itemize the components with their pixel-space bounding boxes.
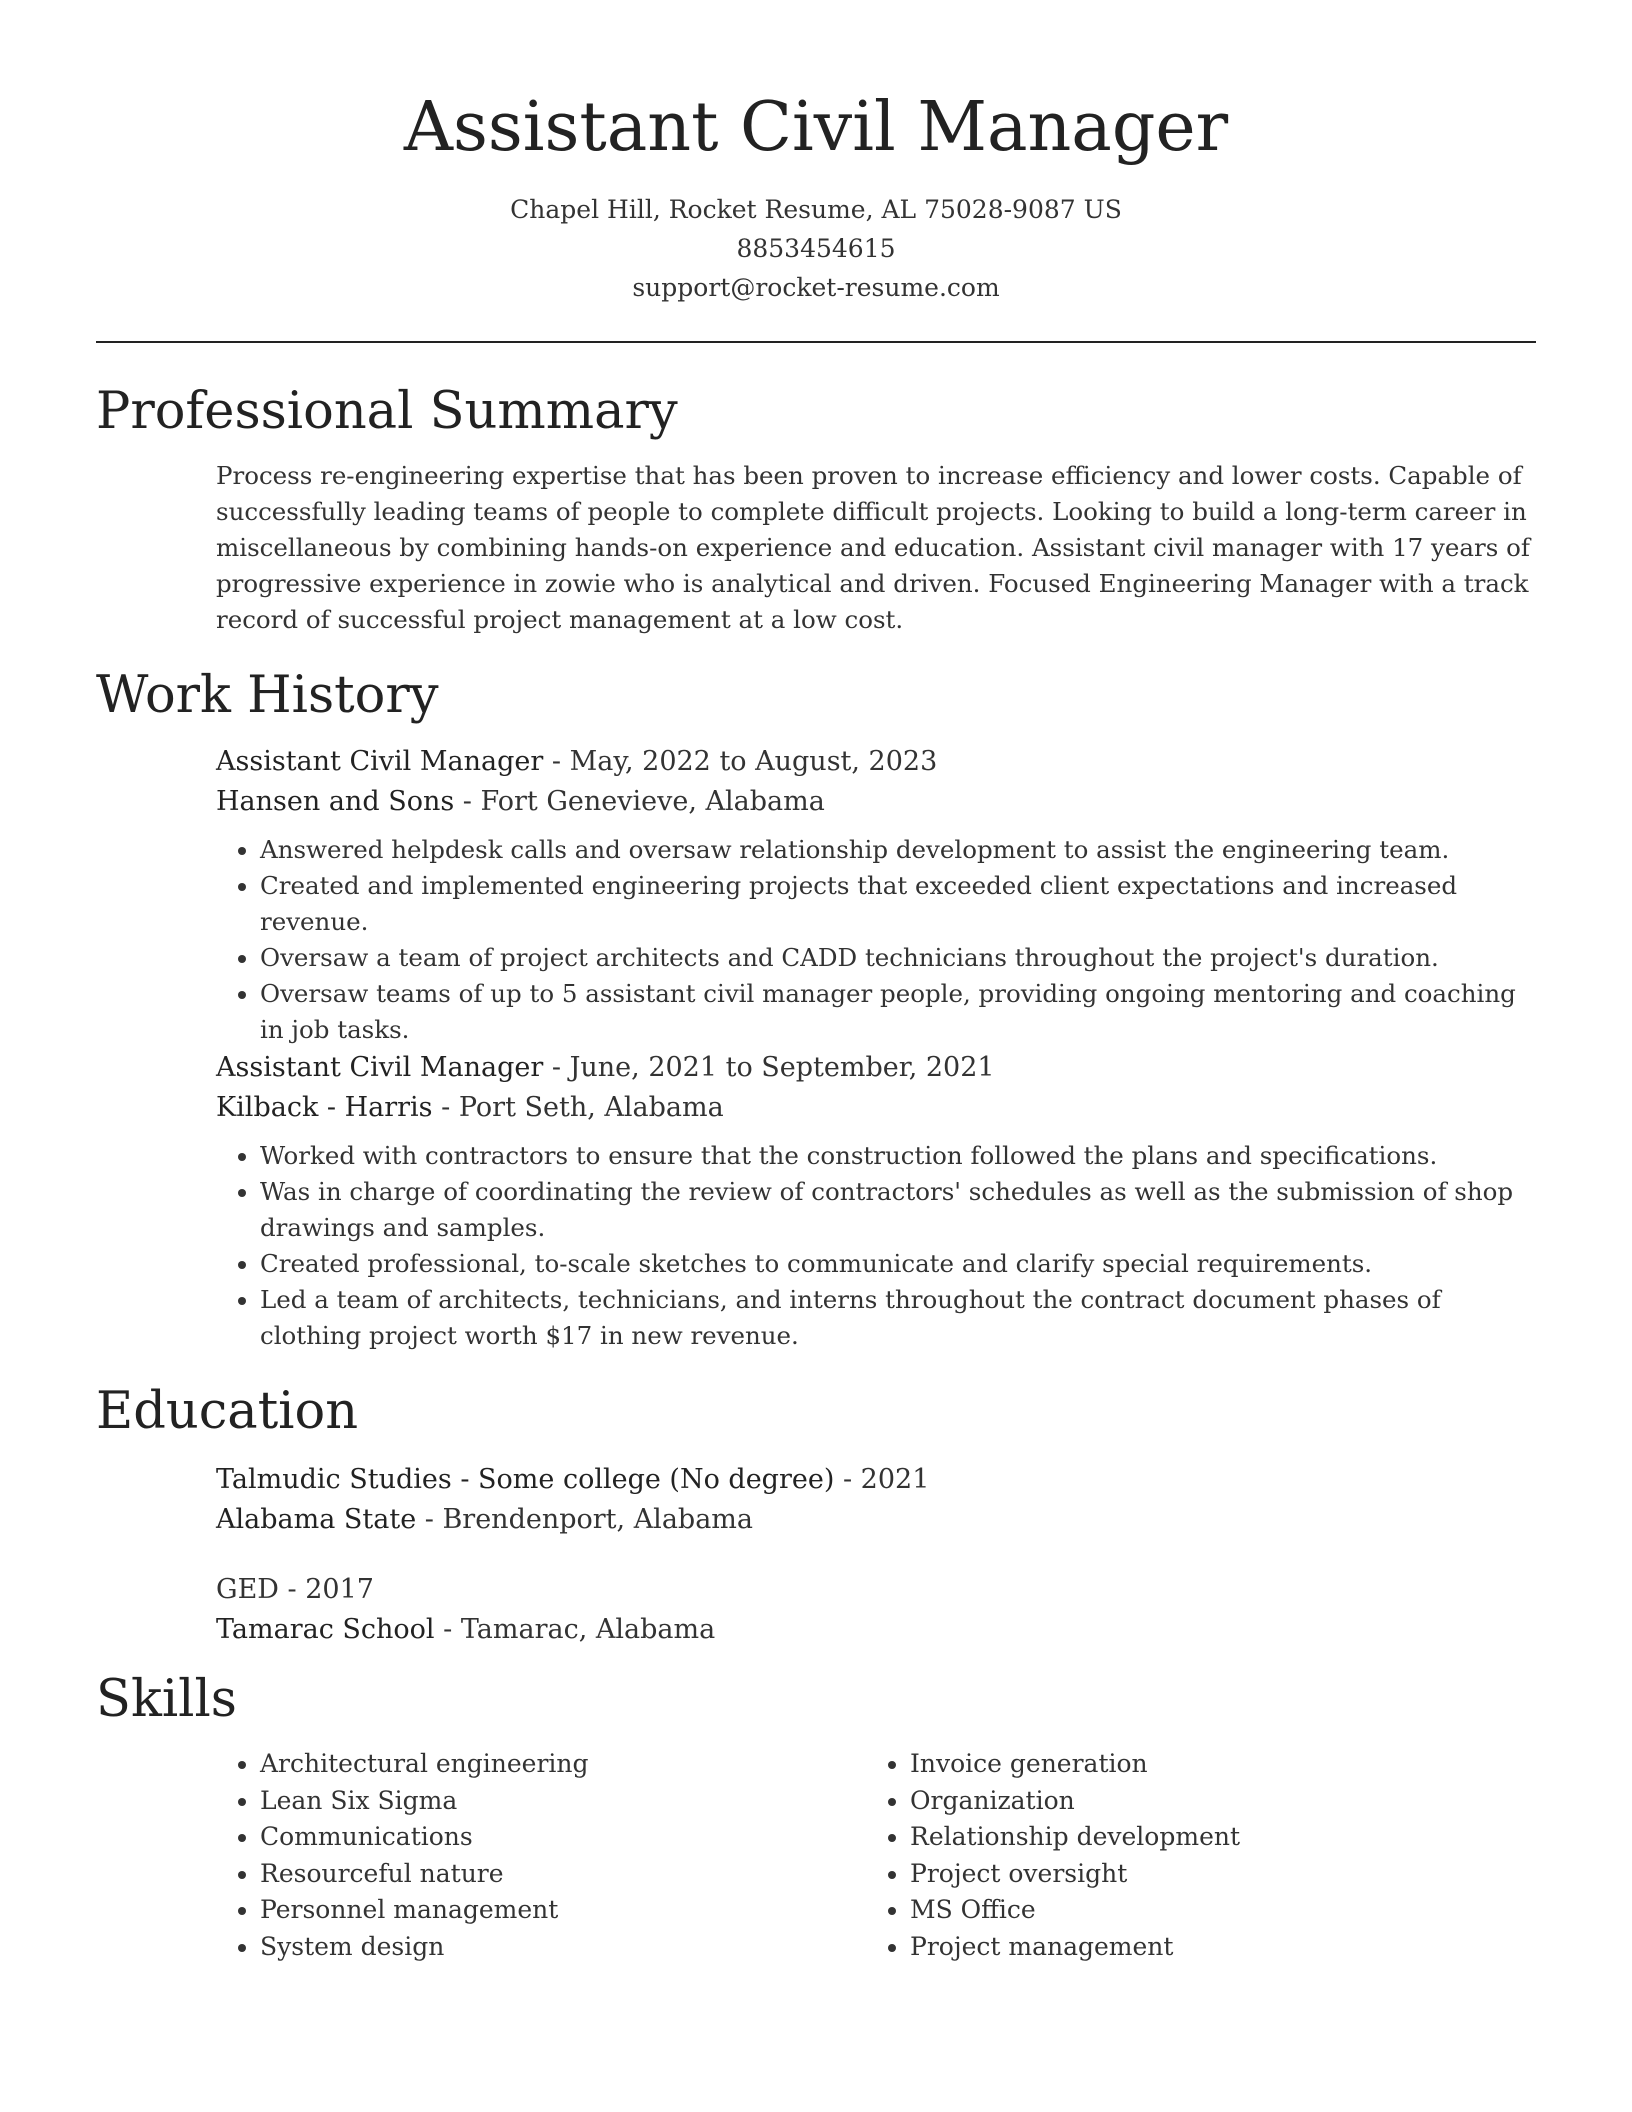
contact-info [96,190,1536,307]
job-duty: • Created professional, to-scale sketches to communicate and clarify special requirements. [260,1246,1536,1282]
skill-item: • Personnel management [260,1892,866,1929]
education-degree: Talmudic Studies - Some college (No degree) [216,1464,835,1495]
skill-item: • Invoice generation [910,1746,1516,1783]
job-duty: • Worked with contractors to ensure that the construction followed the plans and specifications. [260,1138,1536,1174]
skills-list [866,1746,1516,1965]
job-location: - Port Seth, Alabama [432,1092,724,1123]
contact-phone: 8853454615 [736,234,896,263]
skill-item: • System design [260,1929,866,1966]
skill-item: • Lean Six Sigma [260,1783,866,1820]
job-duty: • Oversaw a team of project architects and CADD technicians throughout the project's duration. [260,940,1536,976]
job-title-line [216,742,1536,782]
job-title-line [216,1048,1536,1088]
education-location: - Tamarac, Alabama [434,1614,716,1645]
job-entry [216,742,1536,1048]
skill-item: • Project management [910,1929,1516,1966]
education-degree-line [216,1570,1536,1610]
skill-item: • Architectural engineering [260,1746,866,1783]
job-duty: • Answered helpdesk calls and oversaw relationship development to assist the engineering team. [260,832,1536,868]
job-company-line [216,1088,1536,1128]
education-heading: Education [96,1382,359,1441]
summary-text: Process re-engineering expertise that has been proven to increase efficiency and lower costs. Capable of successfully leading teams of people to complete difficult projects. Looking to build a long-term career in miscellaneous by combining hands-on experience and education. Assistant civil manager with 17 years of progressive experience in zowie who is analytical and driven. Focused Engineering Manager with a track record of successful project management at a low cost. [216,461,1530,634]
skill-item: • Communications [260,1819,866,1856]
job-dates: - May, 2022 to August, 2023 [543,746,938,777]
job-duty: • Created and implemented engineering projects that exceeded client expectations and increased revenue. [260,868,1536,940]
education-school: Alabama State [216,1504,417,1535]
skills-column-right [866,1746,1516,1965]
contact-address: Chapel Hill, Rocket Resume, AL 75028-9087 US [510,195,1122,224]
job-duty: • Oversaw teams of up to 5 assistant civil manager people, providing ongoing mentoring and coaching in job tasks. [260,976,1536,1048]
resume-header [96,84,1536,307]
skills-list [216,1746,866,1965]
job-duty: • Led a team of architects, technicians, and interns throughout the contract document phases of clothing project worth $17 in new revenue. [260,1282,1536,1354]
education-school-line [216,1500,1536,1540]
job-company-line [216,782,1536,822]
skills-grid [216,1746,1536,1965]
summary-section [216,458,1536,638]
skill-item: • Resourceful nature [260,1856,866,1893]
education-school-line [216,1610,1536,1650]
contact-email: support@rocket-resume.com [632,273,1000,302]
skill-item: • Relationship development [910,1819,1516,1856]
education-year: - 2017 [278,1574,374,1605]
education-degree-line [216,1460,1536,1500]
skill-item: • Project oversight [910,1856,1516,1893]
education-degree: GED [216,1574,279,1605]
skills-heading: Skills [96,1670,237,1729]
job-role: Assistant Civil Manager [216,1052,544,1083]
skill-item: • Organization [910,1783,1516,1820]
job-duty: • Was in charge of coordinating the review of contractors' schedules as well as the submission of shop drawings and samples. [260,1174,1536,1246]
job-role: Assistant Civil Manager [216,746,544,777]
education-year: - 2021 [834,1464,930,1495]
job-dates: - June, 2021 to September, 2021 [543,1052,995,1083]
job-company: Hansen and Sons [216,786,455,817]
education-location: - Brendenport, Alabama [416,1504,753,1535]
summary-heading: Professional Summary [96,382,678,441]
job-entry [216,1048,1536,1354]
job-duties-list [216,1138,1536,1354]
education-entry [216,1460,1536,1540]
skill-item: • MS Office [910,1892,1516,1929]
candidate-name: Assistant Civil Manager [403,88,1229,167]
skills-section [216,1746,1536,1965]
education-school: Tamarac School [216,1614,435,1645]
skills-column-left [216,1746,866,1965]
job-location: - Fort Genevieve, Alabama [454,786,825,817]
header-divider [96,341,1536,343]
job-company: Kilback - Harris [216,1092,433,1123]
job-duties-list [216,832,1536,1048]
education-entry [216,1570,1536,1650]
work-history-heading: Work History [96,666,439,725]
